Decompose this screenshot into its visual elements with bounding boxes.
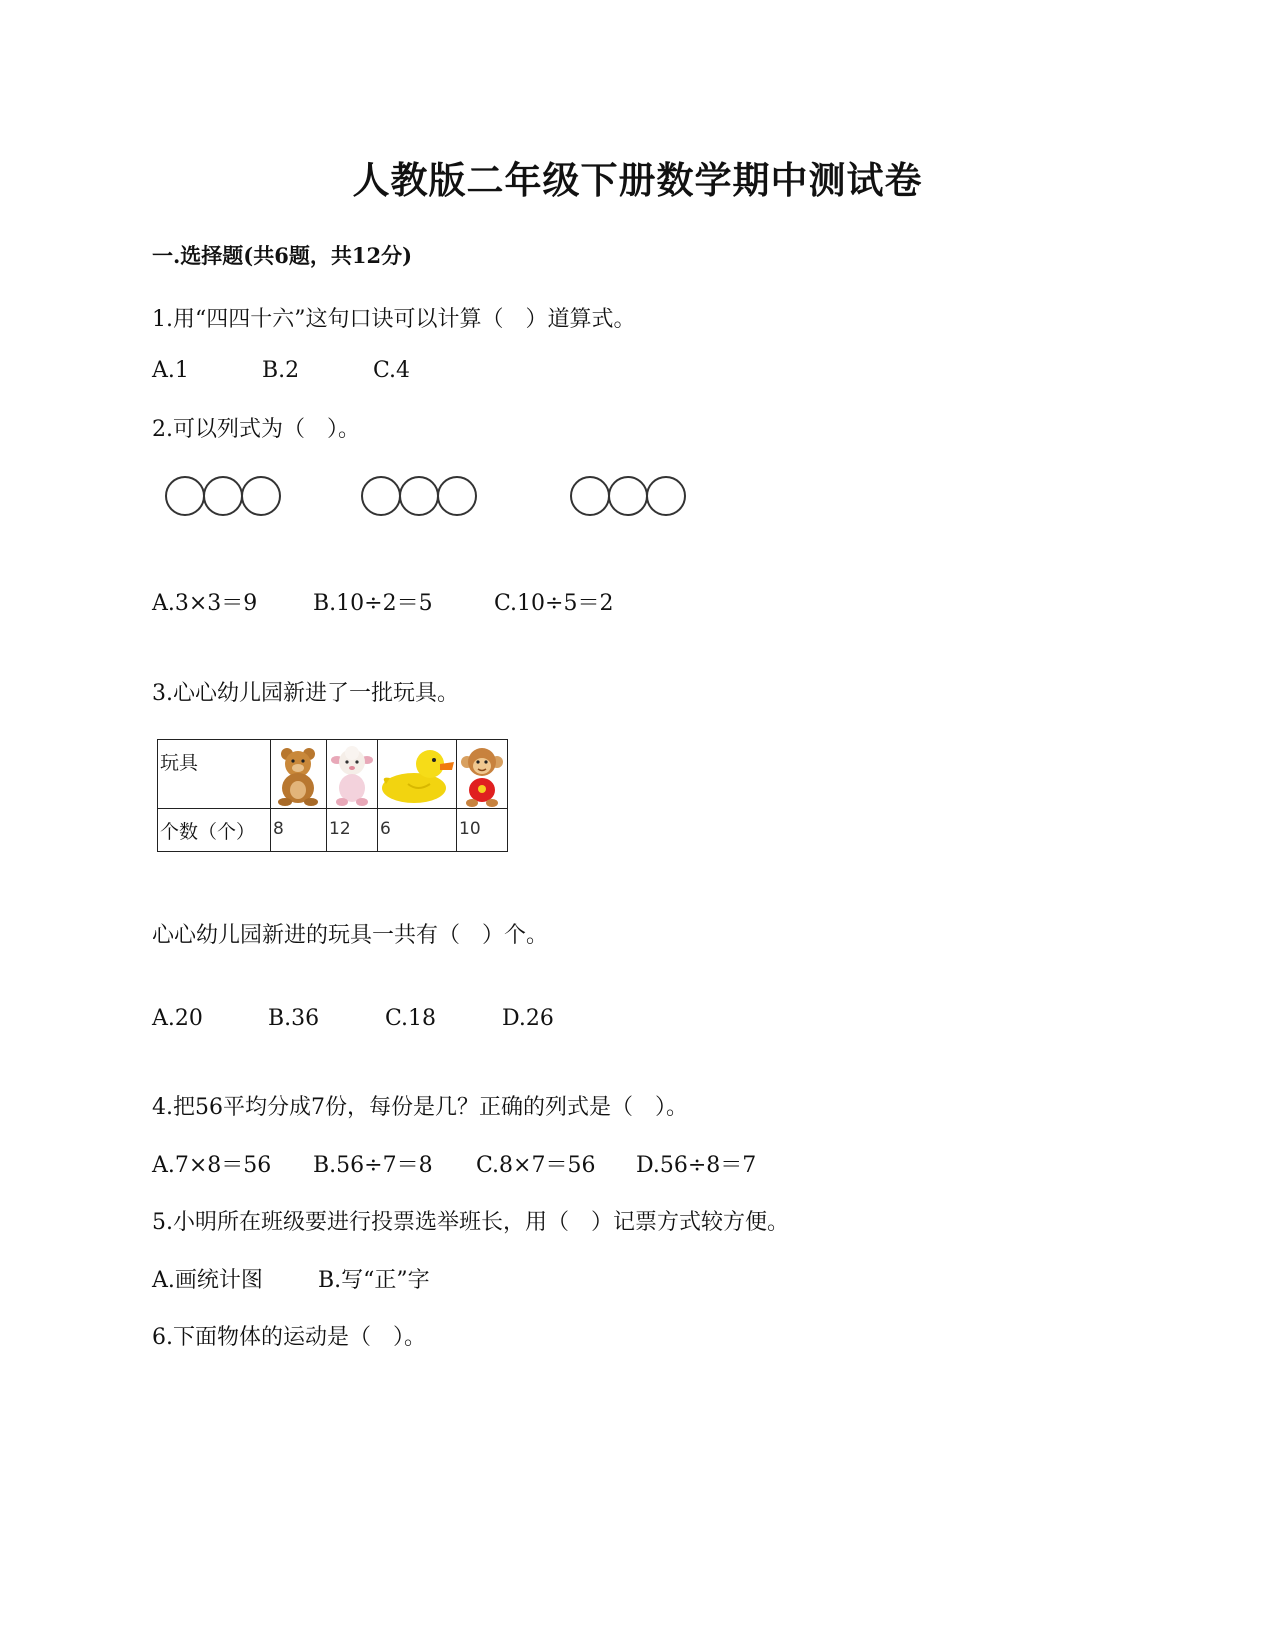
circle-group-3: [570, 476, 690, 520]
page-title: 人教版二年级下册数学期中测试卷: [352, 158, 923, 202]
count-value: 10: [459, 819, 481, 839]
toy-cell: [457, 740, 508, 809]
q4-option-b: B.56÷7＝8: [313, 1153, 433, 1178]
rubber-duck-icon: [378, 740, 456, 808]
q5-option-b: B.写“正”字: [318, 1268, 430, 1293]
q1-option-c: C.4: [373, 358, 411, 383]
count-value: 8: [273, 819, 284, 839]
question-4: 4.把56平均分成7份，每份是几？正确的列式是（ ）。: [152, 1095, 688, 1120]
toy-label: 玩具: [160, 752, 199, 774]
circle-icon: [241, 476, 281, 516]
question-6: 6.下面物体的运动是（ ）。: [152, 1325, 426, 1350]
circle-icon: [203, 476, 243, 516]
question-5: 5.小明所在班级要进行投票选举班长，用（ ）记票方式较方便。: [152, 1210, 789, 1235]
toy-cell: [378, 740, 457, 809]
q5-option-a: A.画统计图: [152, 1268, 263, 1293]
q2-option-c: C.10÷5＝2: [494, 591, 614, 616]
circle-icon: [570, 476, 610, 516]
q3-option-a: A.20: [152, 1006, 203, 1031]
count-label: 个数（个）: [160, 821, 256, 843]
question-1: 1.用“四四十六”这句口诀可以计算（ ）道算式。: [152, 307, 636, 332]
circle-icon: [399, 476, 439, 516]
toy-count-table: [157, 739, 508, 852]
q3-option-c: C.18: [385, 1006, 437, 1031]
count-cell: [457, 809, 508, 852]
monkey-doll-icon: [457, 740, 507, 808]
row-label-cell: [158, 809, 271, 852]
count-row: [158, 809, 508, 852]
circle-group-1: [165, 476, 285, 520]
count-cell: [327, 809, 378, 852]
count-cell: [378, 809, 457, 852]
circle-icon: [608, 476, 648, 516]
question-3: 3.心心幼儿园新进了一批玩具。: [152, 681, 459, 706]
q4-option-d: D.56÷8＝7: [636, 1153, 757, 1178]
count-value: 6: [380, 819, 391, 839]
section-heading: 一.选择题(共6题，共12分): [152, 243, 413, 268]
count-cell: [271, 809, 327, 852]
header-cell: [158, 740, 271, 809]
q2-option-b: B.10÷2＝5: [313, 591, 433, 616]
question-2: 2.可以列式为（ ）。: [152, 417, 360, 442]
lamb-doll-icon: [327, 740, 377, 808]
q1-option-a: A.1: [152, 358, 189, 383]
circle-icon: [437, 476, 477, 516]
circle-icon: [646, 476, 686, 516]
circle-icon: [165, 476, 205, 516]
count-value: 12: [329, 819, 351, 839]
circle-group-2: [361, 476, 481, 520]
q3-option-d: D.26: [502, 1006, 554, 1031]
toy-cell: [271, 740, 327, 809]
q3-option-b: B.36: [268, 1006, 320, 1031]
teddy-bear-icon: [271, 740, 326, 808]
question-3-followup: 心心幼儿园新进的玩具一共有（ ）个。: [152, 923, 549, 948]
q1-option-b: B.2: [262, 358, 300, 383]
toy-row: [158, 740, 508, 809]
q4-option-c: C.8×7＝56: [476, 1153, 596, 1178]
q2-option-a: A.3×3＝9: [152, 591, 258, 616]
toy-cell: [327, 740, 378, 809]
q4-option-a: A.7×8＝56: [152, 1153, 272, 1178]
circle-icon: [361, 476, 401, 516]
